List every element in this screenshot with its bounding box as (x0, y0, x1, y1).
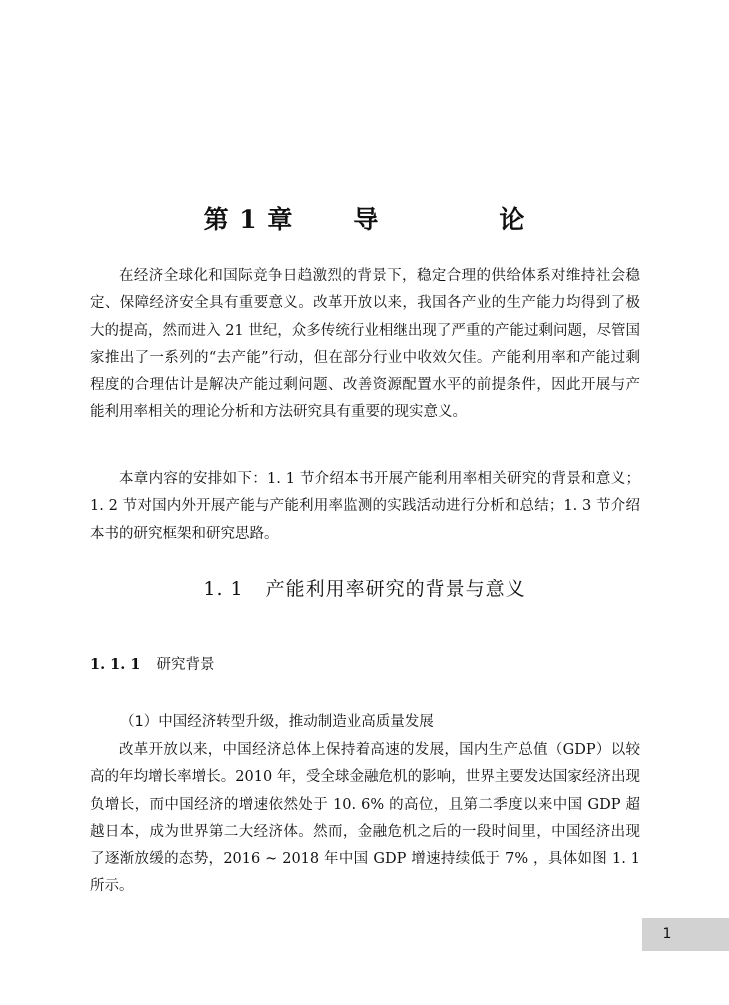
chapter-title-char-1: 导 (353, 205, 380, 234)
subsection-number: 1. 1. 1 (90, 656, 141, 673)
chapter-label: 第 1 章 (203, 205, 294, 234)
page-number: 1 (662, 926, 672, 942)
intro-paragraph-2: 本章内容的安排如下：1. 1 节介绍本书开展产能利用率相关研究的背景和意义；1. 2 节对国内外开展产能与产能利用率监测的实践活动进行分析和总结；1. 3 节介绍本书的研究框架和研究思路。 (90, 471, 640, 542)
body-paragraph: 改革开放以来，中国经济总体上保持着高速的发展，国内生产总值（GDP）以较高的年均增长率增长。2010 年，受全球金融危机的影响，世界主要发达国家经济出现负增长，而中国经济的增速依然处于 10. 6% 的高位，且第二季度以来中国 GDP 超越日本，成为世界第二大经济体。然而，金融危机之后的一段时间里，中国经济出现了逐渐放缓的态势，2016 ~ 2018 年中国 GDP 增速持续低于 7% ，具体如图 1. 1 所示。 (90, 742, 640, 895)
subsection-title: 研究背景 (156, 657, 215, 673)
section-heading (0, 574, 729, 601)
page-number-tab (642, 918, 729, 951)
section-title: 产能利用率研究的背景与意义 (265, 578, 526, 600)
section-number: 1. 1 (203, 578, 244, 600)
chapter-title (0, 200, 729, 236)
subsection-heading (90, 653, 214, 674)
intro-paragraph-1: 在经济全球化和国际竞争日趋激烈的背景下，稳定合理的供给体系对维持社会稳定、保障经济安全具有重要意义。改革开放以来，我国各产业的生产能力均得到了极大的提高，然而进入 21 世纪，众多传统行业相继出现了严重的产能过剩问题，尽管国家推出了一系列的“去产能”行动，但在部分行业中收效欠佳。产能利用率和产能过剩程度的合理估计是解决产能过剩问题、改善资源配置水平的前提条件，因此开展与产能利用率相关的理论分析和方法研究具有重要的现实意义。 (90, 268, 640, 421)
subsubsection-heading: （1）中国经济转型升级，推动制造业高质量发展 (120, 714, 434, 730)
chapter-title-char-2: 论 (499, 205, 526, 234)
